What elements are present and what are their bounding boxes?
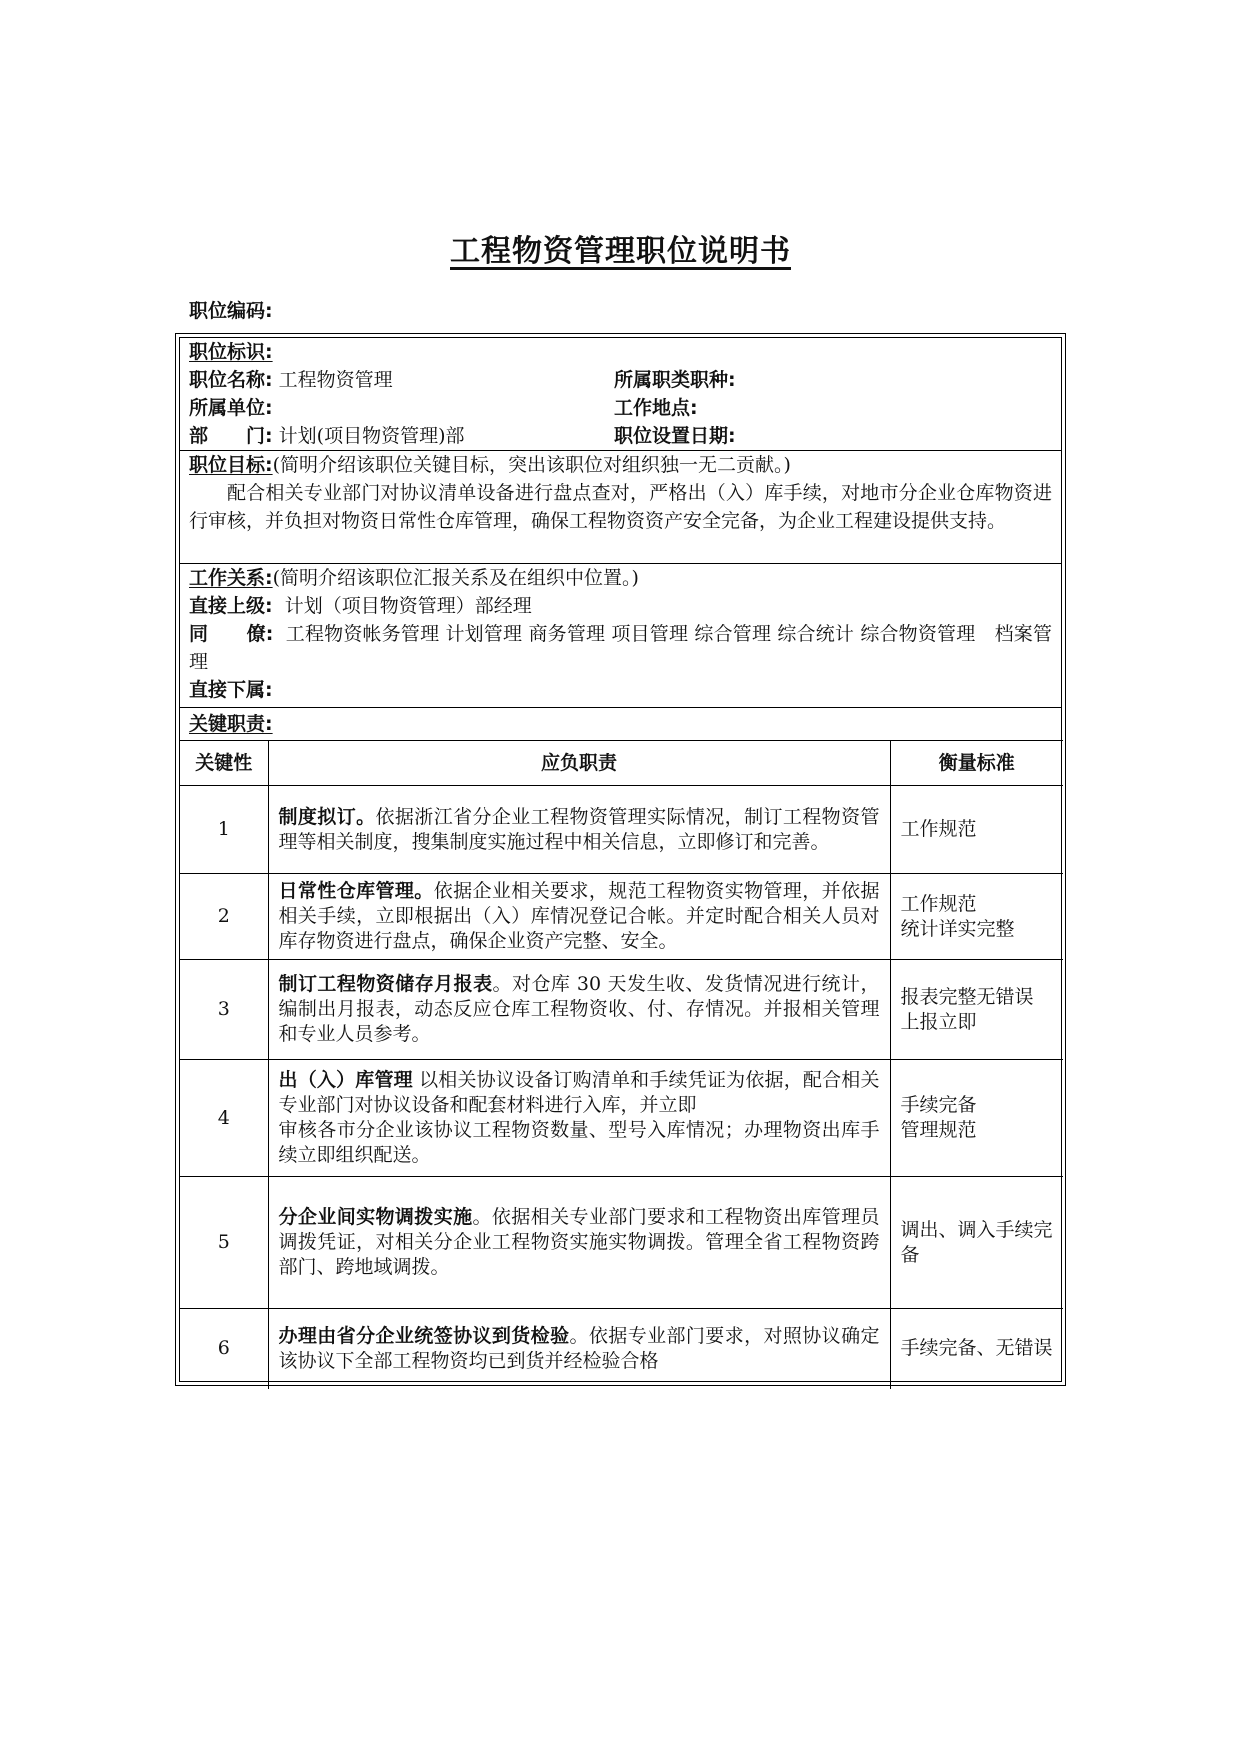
job-description-table <box>175 333 1066 1386</box>
col-duty-header: 应负职责 <box>268 741 890 786</box>
position-name-label: 职位名称: <box>189 369 273 391</box>
duty-title: 办理由省分企业统签协议到货检验 <box>278 1324 570 1347</box>
duty-standard: 工作规范 统计详实完整 <box>890 874 1063 960</box>
superior-label: 直接上级: <box>189 595 273 617</box>
document-title: 工程物资管理职位说明书 <box>450 234 791 269</box>
unit-label: 所属单位: <box>189 397 273 419</box>
relations-heading: 工作关系: <box>189 567 273 589</box>
duties-heading: 关键职责: <box>189 713 273 735</box>
setup-date-label: 职位设置日期: <box>614 425 736 447</box>
superior-value: 计划（项目物资管理）部经理 <box>284 595 532 617</box>
relations-hint: (简明介绍该职位汇报关系及在组织中位置。) <box>272 567 639 589</box>
duty-standard: 手续完备 管理规范 <box>890 1060 1063 1177</box>
duty-text: 。对仓库 30 天发生收、发货情况进行统计，编制出月报表，动态反应仓库工程物资收、付、存情况。并报相关管理和专业人员参考。 <box>278 973 880 1045</box>
objective-hint: (简明介绍该职位关键目标，突出该职位对组织独一无二贡献。) <box>272 454 791 476</box>
duty-description <box>268 786 890 874</box>
duty-title: 制度拟订。 <box>278 805 376 828</box>
table-row <box>180 1060 1063 1177</box>
duty-description <box>268 960 890 1060</box>
duty-title: 分企业间实物调拨实施 <box>278 1206 473 1228</box>
table-row <box>180 1177 1063 1309</box>
identity-section <box>180 338 1061 450</box>
duty-text: 。依据相关专业部门要求和工程物资出库管理员调拨凭证，对相关分企业工程物资实施实物调拨。管理全省工程物资跨部门、跨地域调拨。 <box>278 1206 880 1278</box>
duty-title: 出（入）库管理 <box>278 1069 413 1091</box>
duties-section <box>180 707 1061 740</box>
duty-number: 1 <box>180 786 268 874</box>
work-location-label: 工作地点: <box>614 397 698 419</box>
duty-number: 5 <box>180 1177 268 1309</box>
objective-text: 配合相关专业部门对协议清单设备进行盘点查对，严格出（入）库手续，对地市分企业仓库物资进行审核，并负担对物资日常性仓库管理，确保工程物资资产安全完备，为企业工程建设提供支持。 <box>189 482 1052 532</box>
duty-standard: 报表完整无错误 上报立即 <box>890 960 1063 1060</box>
col-key-header: 关键性 <box>180 741 268 786</box>
duty-text: 依据浙江省分企业工程物资管理实际情况，制订工程物资管理等相关制度，搜集制度实施过程中相关信息，立即修订和完善。 <box>278 805 880 853</box>
duty-title: 日常性仓库管理。 <box>278 880 434 902</box>
table-row <box>180 874 1063 960</box>
duty-number: 2 <box>180 874 268 960</box>
position-name-value: 工程物资管理 <box>278 369 393 391</box>
duty-standard: 手续完备、无错误 <box>890 1309 1063 1389</box>
duty-text: 以相关协议设备订购清单和手续凭证为依据，配合相关专业部门对协议设备和配套材料进行入库，并立即 审核各市分企业该协议工程物资数量、型号入库情况；办理物资出库手续立即组织配送。 <box>278 1069 880 1166</box>
duties-header-row <box>180 741 1063 786</box>
department-label: 部 门: <box>189 425 273 447</box>
table-row <box>180 786 1063 874</box>
table-row <box>180 1309 1063 1389</box>
department-value: 计划(项目物资管理)部 <box>278 425 465 447</box>
duty-description <box>268 1309 890 1389</box>
duty-standard: 调出、调入手续完备 <box>890 1177 1063 1309</box>
subordinate-label: 直接下属: <box>189 679 273 701</box>
duty-title: 制订工程物资储存月报表 <box>278 973 493 995</box>
duty-number: 4 <box>180 1060 268 1177</box>
table-inner-border <box>179 337 1062 1382</box>
relations-section <box>180 563 1061 707</box>
identity-heading: 职位标识: <box>189 341 273 363</box>
duty-standard: 工作规范 <box>890 786 1063 874</box>
objective-section <box>180 450 1061 563</box>
job-category-label: 所属职类职种: <box>614 369 736 391</box>
position-code-label: 职位编码: <box>189 300 273 322</box>
col-standard-header: 衡量标准 <box>890 741 1063 786</box>
table-row <box>180 960 1063 1060</box>
duty-description <box>268 1060 890 1177</box>
peers-label: 同 僚: <box>189 623 274 645</box>
duty-text: 依据企业相关要求，规范工程物资实物管理，并依据相关手续，立即根据出（入）库情况登记合帐。并定时配合相关人员对库存物资进行盘点，确保企业资产完整、安全。 <box>278 880 880 952</box>
duty-number: 3 <box>180 960 268 1060</box>
duty-number: 6 <box>180 1309 268 1389</box>
duty-text: 。依据专业部门要求，对照协议确定该协议下全部工程物资均已到货并经检验合格 <box>278 1324 880 1372</box>
duty-description <box>268 1177 890 1309</box>
peers-value: 工程物资帐务管理 计划管理 商务管理 项目管理 综合管理 综合统计 综合物资管理 档案管理 <box>189 623 1052 673</box>
duties-table <box>180 740 1063 1389</box>
objective-heading: 职位目标: <box>189 454 273 476</box>
duty-description <box>268 874 890 960</box>
